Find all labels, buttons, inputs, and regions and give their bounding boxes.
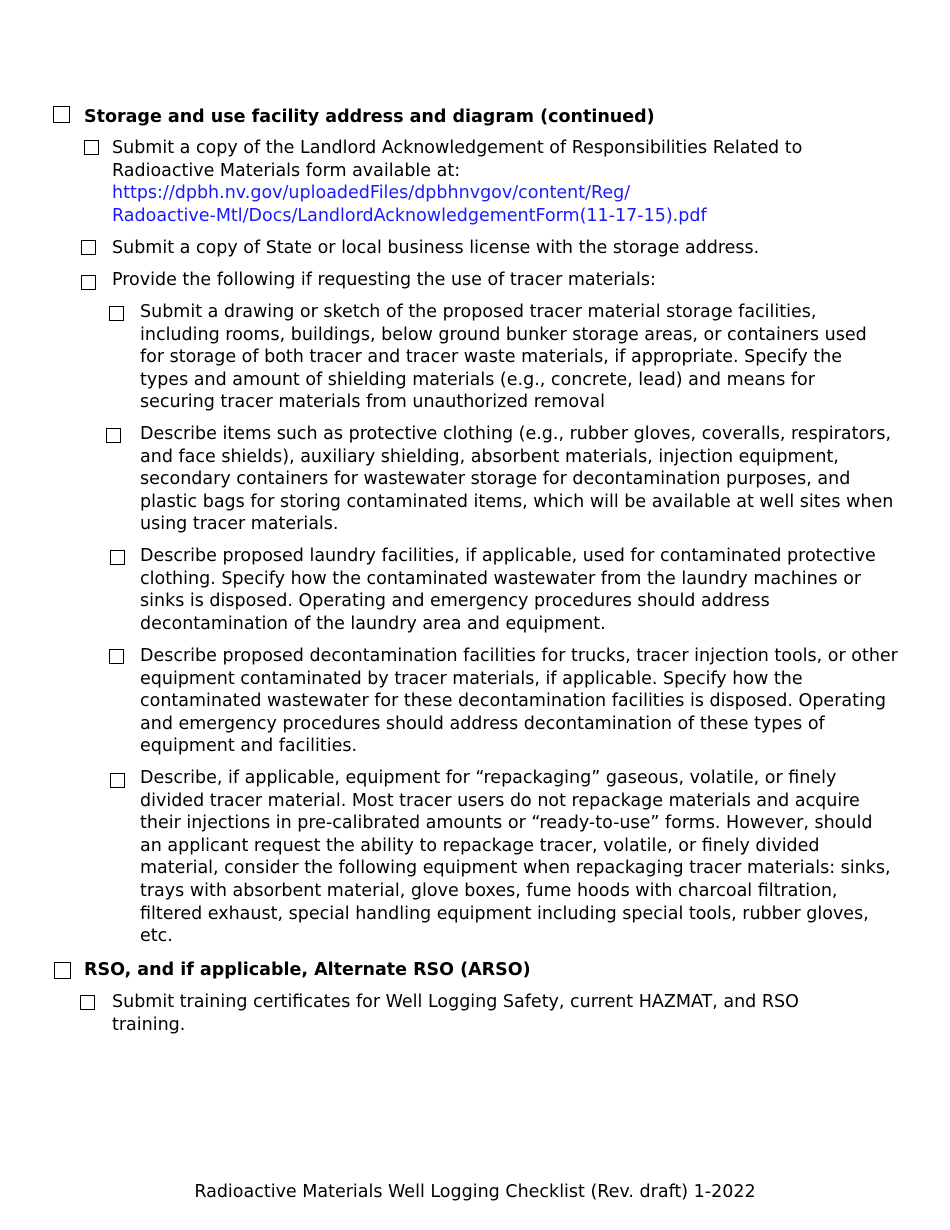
business-license-checkbox[interactable] [81,240,96,255]
decontamination-facilities-checkbox[interactable] [109,649,124,664]
laundry-facilities-text: Describe proposed laundry facilities, if applicable, used for contaminated protective clothing. Specify how the contaminated wastewater from the laundry machines or sinks is disposed. Operating and emergency procedures should address decontamination of the laundry area and equipment. [140,546,876,634]
tracer-drawing-checkbox[interactable] [109,306,124,321]
landlord-form-link[interactable]: https://dpbh.nv.gov/uploadedFiles/dpbhnvgov/content/Reg/ [112,183,631,204]
repackaging-equipment-text: Describe, if applicable, equipment for “repackaging” gaseous, volatile, or finely divided tracer material. Most tracer users do not repackage materials and acquire their injections in pre-calibrated amounts or “ready-to-use” forms. However, should an applicant request the ability to repackage tracer, volatile, or finely divided material, consider the following equipment when repackaging tracer materials: sinks, trays with absorbent material, glove boxes, fume hoods with charcoal filtration, filtered exhaust, special handling equipment including special tools, rubber gloves, etc. [140,768,891,947]
landlord-ack-item [112,137,872,227]
business-license-text: Submit a copy of State or local business license with the storage address. [112,238,760,258]
landlord-ack-checkbox[interactable] [84,140,99,155]
protective-items-checkbox[interactable] [106,428,121,443]
section-storage-checkbox[interactable] [53,106,70,123]
decontamination-facilities-text: Describe proposed decontamination facilities for trucks, tracer injection tools, or other equipment contaminated by tracer materials, if applicable. Specify how the contaminated wastewater for these decontamination facilities is disposed. Operating and emergency procedures should address decontamination of these types of equipment and facilities. [140,646,898,757]
section-rso-heading: RSO, and if applicable, Alternate RSO (ARSO) [84,960,531,980]
repackaging-equipment-checkbox[interactable] [110,773,125,788]
tracer-drawing-text: Submit a drawing or sketch of the proposed tracer material storage facilities, including rooms, buildings, below ground bunker storage areas, or containers used for storage of both tracer and tracer waste materials, if appropriate. Specify the types and amount of shielding materials (e.g., concrete, lead) and means for securing tracer materials from unauthorized removal [140,302,867,413]
landlord-form-link-cont[interactable]: Radoactive-Mtl/Docs/LandlordAcknowledgementForm(11-17-15).pdf [112,205,707,226]
page-footer: Radioactive Materials Well Logging Checklist (Rev. draft) 1-2022 [194,1182,756,1202]
laundry-facilities-checkbox[interactable] [110,550,125,565]
section-rso-checkbox[interactable] [54,962,71,979]
training-certificates-text: Submit training certificates for Well Logging Safety, current HAZMAT, and RSO training. [112,992,799,1035]
tracer-materials-text: Provide the following if requesting the use of tracer materials: [112,270,656,290]
landlord-ack-text: Submit a copy of the Landlord Acknowledgement of Responsibilities Related to Radioactive Materials form available at: [112,138,803,181]
section-storage-heading: Storage and use facility address and diagram (continued) [84,107,655,127]
training-certificates-checkbox[interactable] [80,995,95,1010]
tracer-materials-checkbox[interactable] [81,275,96,290]
protective-items-text: Describe items such as protective clothing (e.g., rubber gloves, coveralls, respirators, and face shields), auxiliary shielding, absorbent materials, injection equipment, secondary containers for wastewater storage for decontamination purposes, and plastic bags for storing contaminated items, which will be available at well sites when using tracer materials. [140,424,894,535]
